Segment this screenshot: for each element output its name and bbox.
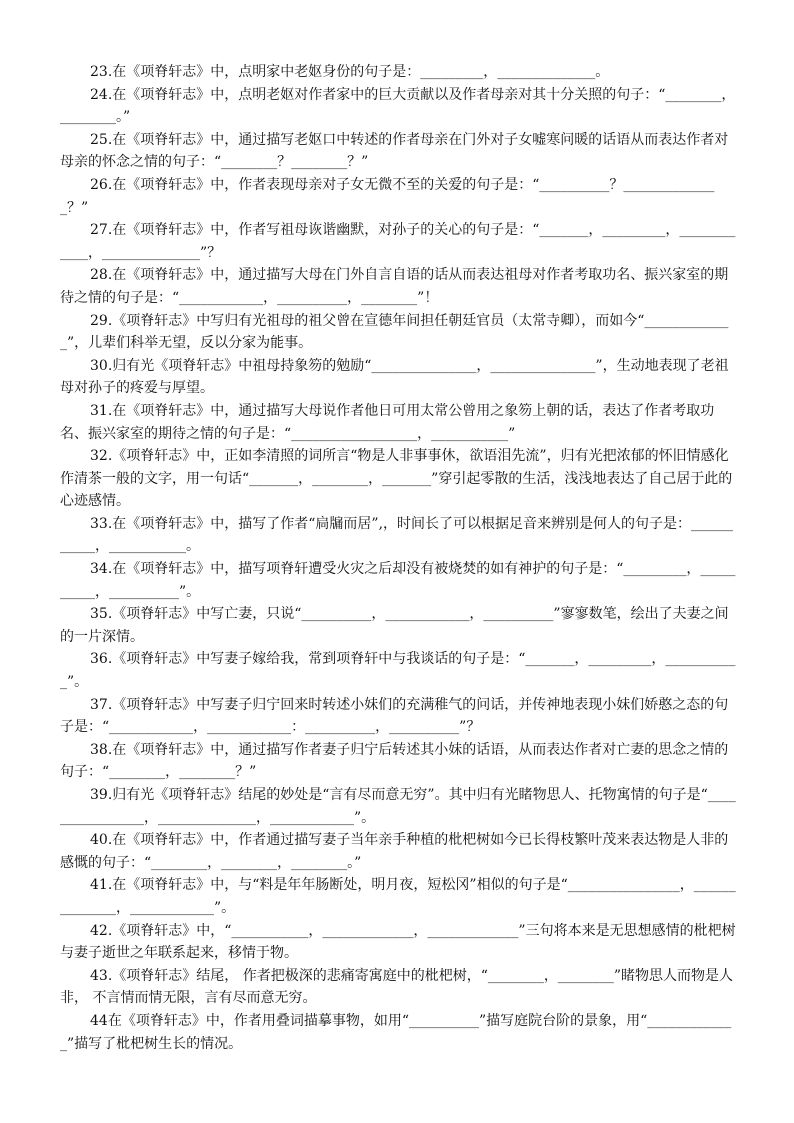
question-43: 43.《项脊轩志》结尾， 作者把极深的悲痛寄寓庭中的枇杷树，“________，________”睹物思人而物是人非， 不言情而情无限，言有尽而意无穷。 <box>60 967 734 1007</box>
question-27: 27.在《项脊轩志》中，作者写祖母诙谐幽默，对孙子的关心的句子是：“_______，_________，____________，______________”？ <box>60 222 736 261</box>
question-list <box>60 61 736 1055</box>
question-44: 44在《项脊轩志》中，作者用叠词描摹事物，如用“__________”描写庭院台阶的景象，用“_____________”描写了枇杷树生长的情况。 <box>60 1012 732 1052</box>
question-28: 28.在《项脊轩志》中，通过描写大母在门外自言自语的话从而表达祖母对作者考取功名、振兴家室的期待之情的句子是：“____________，__________，________”！ <box>60 267 729 306</box>
question-35: 35.《项脊轩志》中写亡妻，只说“__________，____________，__________”寥寥数笔，绘出了夫妻之间的一片深情。 <box>60 606 729 645</box>
question-31: 31.在《项脊轩志》中，通过描写大母说作者他日可用太常公曾用之象笏上朝的话，表达了作者考取功名、振兴家室的期待之情的句子是：“__________________，___________” <box>60 402 715 442</box>
question-42: 42.《项脊轩志》中，“___________，_____________，_____________”三句将本来是无思想感情的枇杷树与妻子逝世之年联系起来，移情于物。 <box>60 922 736 962</box>
question-24: 24.在《项脊轩志》中，点明老妪对作者家中的巨大贡献以及作者母亲对其十分关照的句子：“________，________。” <box>60 86 736 126</box>
question-29: 29.《项脊轩志》中写归有光祖母的祖父曾在宣德年间担任朝廷官员（太常寺卿），而如今“_____________”，儿辈们科举无望，反以分家为能事。 <box>60 312 729 352</box>
question-34: 34.在《项脊轩志》中，描写项脊轩遭受火灾之后却没有被烧焚的如有神护的句子是：“_________，__________，__________”。 <box>60 561 736 600</box>
question-26: 26.在《项脊轩志》中，作者表现母亲对子女无微不至的关爱的句子是：“__________？______________？” <box>60 176 715 216</box>
question-40: 40.在《项脊轩志》中，作者通过描写妻子当年亲手种植的枇杷树如今已长得枝繁叶茂来表达物是人非的感慨的句子：“________，________，________。” <box>60 832 729 871</box>
question-36: 36.《项脊轩志》中写妻子嫁给我，常到项脊轩中与我谈话的句子是：“_______，_________，___________”。 <box>60 651 736 691</box>
question-38: 38.在《项脊轩志》中，通过描写作者妻子归宁后转述其小妹的话语，从而表达作者对亡妻的思念之情的句子：“________，________？” <box>60 741 729 781</box>
question-33: 33.在《项脊轩志》中，描写了作者“扃牖而居”,，时间长了可以根据足音来辨别是何人的句子是：___________，___________。 <box>60 515 734 555</box>
question-39: 39.归有光《项脊轩志》结尾的妙处是“言有尽而意无穷”。其中归有光睹物思人、托物寓情的句子是“________________，______________，____________”。 <box>60 787 736 826</box>
question-23: 23.在《项脊轩志》中，点明家中老妪身份的句子是：_________，______________。 <box>90 64 610 80</box>
question-25: 25.在《项脊轩志》中，通过描写老妪口中转述的作者母亲在门外对子女嘘寒问暖的话语从而表达作者对母亲的怀念之情的句子：“________？________？” <box>60 131 729 171</box>
question-30: 30.归有光《项脊轩志》中祖母持象笏的勉励“_______________，_______________”，生动地表现了老祖母对孙子的疼爱与厚望。 <box>60 357 729 397</box>
question-41: 41.在《项脊轩志》中，与“料是年年肠断处，明月夜，短松冈”相似的句子是“________________，______________，____________”。 <box>60 877 736 916</box>
question-37: 37.《项脊轩志》中写妻子归宁回来时转述小妹们的充满稚气的问话，并传神地表现小妹们娇憨之态的句子是：“____________，____________：__________，__________”？ <box>60 696 729 736</box>
question-32: 32.《项脊轩志》中，正如李清照的词所言“物是人非事事休，欲语泪先流”，归有光把浓郁的怀旧情感化作清茶一般的文字，用一句话“_______，________，_______”穿引起零散的生活，浅浅地表达了自己居于此的心迹感情。 <box>60 448 733 510</box>
